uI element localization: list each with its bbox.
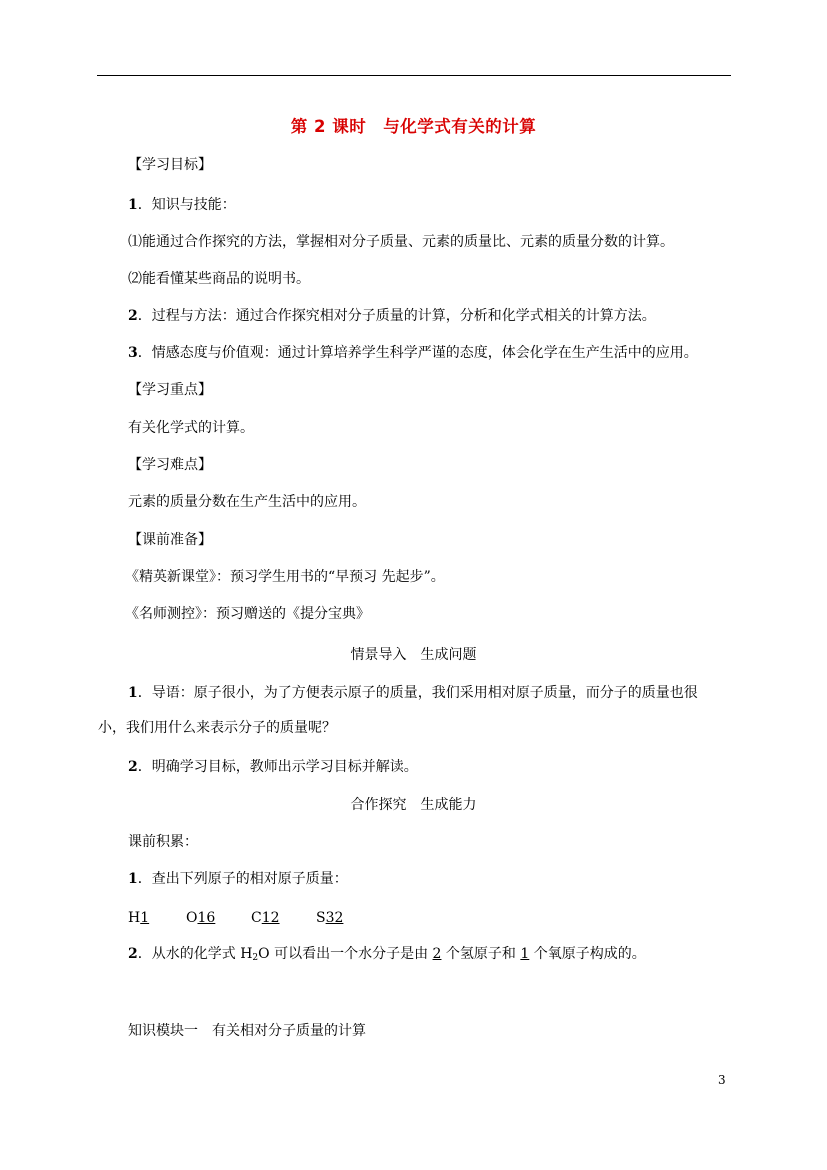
objective-3 <box>128 343 698 363</box>
key-points-text: 有关化学式的计算。 <box>128 420 254 436</box>
objective-2-text: ．过程与方法：通过合作探究相对分子质量的计算，分析和化学式相关的计算方法。 <box>137 308 656 324</box>
hydrogen-count-blank: 2 <box>432 946 442 962</box>
oxygen-count-blank: 1 <box>520 946 530 962</box>
objective-1 <box>128 195 236 215</box>
page-title: 第 2 课时 与化学式有关的计算 <box>290 117 537 136</box>
cooperation-heading: 合作探究 生成能力 <box>350 797 477 813</box>
objectives-heading: 【学习目标】 <box>128 157 212 173</box>
atom-entry <box>128 908 149 928</box>
water-formula-subscript: 2 <box>252 953 259 963</box>
knowledge-module-heading: 知识模块一 有关相对分子质量的计算 <box>128 1023 366 1039</box>
water-formula-text-c: 个氢原子和 <box>441 946 521 962</box>
atom-symbol: S <box>316 910 326 926</box>
atom-value-blank: 16 <box>197 910 216 926</box>
objective-3-text: ．情感态度与价值观：通过计算培养学生科学严谨的态度，体会化学在生产生活中的应用。 <box>137 345 698 361</box>
atom-value-blank: 12 <box>261 910 280 926</box>
scene-item-2-text: ．明确学习目标，教师出示学习目标并解读。 <box>137 759 418 775</box>
accumulation-item-2 <box>128 944 646 968</box>
objective-2 <box>128 306 656 326</box>
objective-1-number: 1 <box>128 197 138 213</box>
header-rule <box>97 75 731 76</box>
scene-item-1-number: 1 <box>128 685 138 701</box>
scene-heading: 情景导入 生成问题 <box>350 647 477 663</box>
scene-item-1-line-b: 小，我们用什么来表示分子的质量呢？ <box>98 720 336 736</box>
objective-1a: ⑴能通过合作探究的方法，掌握相对分子质量、元素的质量比、元素的质量分数的计算。 <box>128 234 674 250</box>
preparation-heading: 【课前准备】 <box>128 532 212 548</box>
atom-value-blank: 32 <box>325 910 344 926</box>
preparation-item-2: 《名师测控》：预习赠送的《提分宝典》 <box>125 606 370 622</box>
accumulation-item-1 <box>128 869 348 889</box>
scene-item-2 <box>128 757 418 777</box>
scene-item-1-text-a: ．导语：原子很小，为了方便表示原子的质量，我们采用相对原子质量，而分子的质量也很 <box>137 685 698 701</box>
atom-value-blank: 1 <box>140 910 150 926</box>
accumulation-item-1-number: 1 <box>128 871 138 887</box>
objective-1-text: ．知识与技能： <box>137 197 236 213</box>
scene-item-2-number: 2 <box>128 759 138 775</box>
water-formula-text-a: ．从水的化学式 H <box>137 946 253 962</box>
accumulation-item-2-number: 2 <box>128 946 138 962</box>
accumulation-heading: 课前积累： <box>128 834 198 850</box>
accumulation-item-1-text: ．查出下列原子的相对原子质量： <box>137 871 348 887</box>
atom-symbol: H <box>128 910 141 926</box>
atom-entry <box>316 908 343 928</box>
page-number: 3 <box>718 1073 726 1087</box>
objective-1b: ⑵能看懂某些商品的说明书。 <box>128 271 310 287</box>
objective-2-number: 2 <box>128 308 138 324</box>
difficulty-text: 元素的质量分数在生产生活中的应用。 <box>128 494 366 510</box>
key-points-heading: 【学习重点】 <box>128 382 212 398</box>
objective-3-number: 3 <box>128 345 138 361</box>
water-formula-text-b: O 可以看出一个水分子是由 <box>258 946 433 962</box>
difficulty-heading: 【学习难点】 <box>128 457 212 473</box>
atom-symbol: O <box>186 910 198 926</box>
water-formula-text-d: 个氧原子构成的。 <box>529 946 646 962</box>
atom-entry <box>186 908 215 928</box>
scene-item-1-line-a <box>128 683 698 703</box>
atom-entry <box>251 908 280 928</box>
preparation-item-1: 《精英新课堂》：预习学生用书的“早预习 先起步”。 <box>125 569 445 585</box>
atom-symbol: C <box>251 910 262 926</box>
